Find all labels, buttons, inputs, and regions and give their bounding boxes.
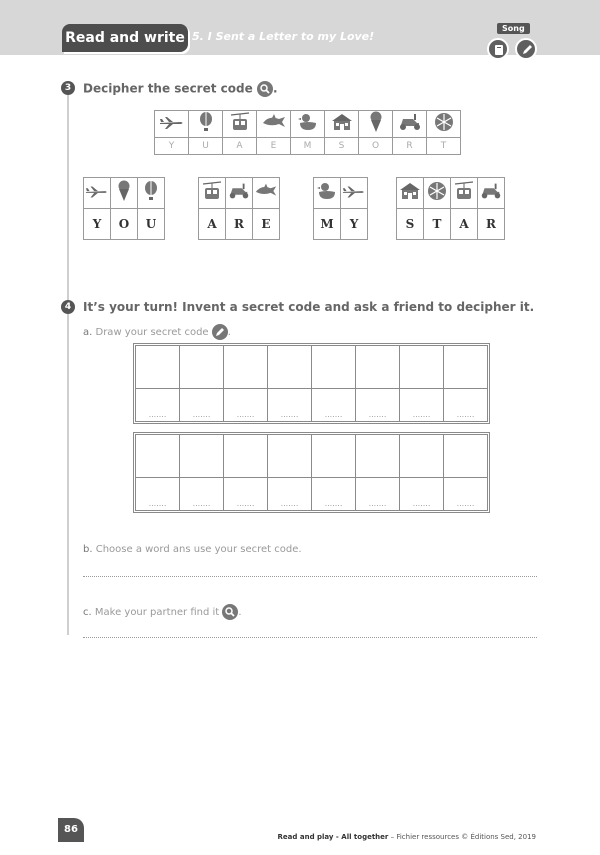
exercise-3-title-text: Decipher the secret code: [83, 81, 253, 96]
key-letter: Y: [155, 138, 189, 155]
key-letter: U: [189, 138, 223, 155]
letter-blank[interactable]: .......: [444, 478, 488, 511]
house-icon: [399, 182, 421, 204]
house-icon: [331, 113, 353, 135]
ice-cream-icon: [117, 180, 131, 206]
key-letter: E: [257, 138, 291, 155]
draw-cell[interactable]: [444, 435, 488, 478]
draw-cell[interactable]: [180, 346, 224, 389]
exercise-4-title: It’s your turn! Invent a secret code and ask a friend to decipher it.: [83, 300, 535, 314]
group-cell: [314, 178, 341, 209]
letter-blank[interactable]: .......: [224, 478, 268, 511]
key-cell: [155, 111, 189, 138]
exercise-4-number: 4: [61, 300, 75, 314]
key-cell: [223, 111, 257, 138]
key-cell: [325, 111, 359, 138]
key-letter: M: [291, 138, 325, 155]
cable-car-icon: [454, 181, 474, 205]
word-group-star: [396, 177, 505, 240]
answer-line-c[interactable]: [83, 637, 537, 638]
answer-letter: S: [397, 209, 424, 240]
draw-cell[interactable]: [312, 435, 356, 478]
word-group-are: [198, 177, 280, 240]
duck-icon: [298, 113, 318, 135]
group-cell: [84, 178, 111, 209]
draw-cell[interactable]: [180, 435, 224, 478]
group-cell: [253, 178, 280, 209]
exercise-3-number: 3: [61, 81, 75, 95]
airplane-icon: [85, 184, 109, 203]
part-b-prefix: b.: [83, 544, 93, 555]
margin-line: [67, 95, 69, 635]
magnifier-icon: [222, 604, 238, 620]
scooter-icon: [397, 113, 423, 135]
scooter-icon: [479, 182, 503, 204]
letter-blank[interactable]: .......: [356, 389, 400, 422]
group-cell: [424, 178, 451, 209]
draw-cell[interactable]: [400, 435, 444, 478]
letter-blank[interactable]: .......: [444, 389, 488, 422]
key-cell: [427, 111, 461, 138]
letter-blank[interactable]: .......: [400, 478, 444, 511]
draw-cell[interactable]: [224, 435, 268, 478]
page-number: 86: [58, 818, 84, 842]
answer-letter: R: [478, 209, 505, 240]
ice-cream-icon: [369, 111, 383, 137]
group-cell: [341, 178, 368, 209]
song-tag: Song: [497, 23, 530, 34]
part-c-label: [83, 604, 242, 620]
hot-air-balloon-icon: [144, 181, 158, 205]
answer-letter: A: [451, 209, 478, 240]
cable-car-icon: [202, 181, 222, 205]
snowflake-icon: [427, 181, 447, 205]
letter-blank[interactable]: .......: [268, 389, 312, 422]
part-c-text: Make your partner find it: [94, 607, 220, 618]
letter-blank[interactable]: .......: [356, 478, 400, 511]
group-cell: [397, 178, 424, 209]
draw-cell[interactable]: [136, 435, 180, 478]
answer-letter: A: [199, 209, 226, 240]
key-cell: [393, 111, 427, 138]
draw-cell[interactable]: [356, 435, 400, 478]
part-b-text: Choose a word ans use your secret code.: [95, 544, 302, 555]
key-letter: A: [223, 138, 257, 155]
key-letter: O: [359, 138, 393, 155]
letter-blank[interactable]: .......: [312, 478, 356, 511]
draw-cell[interactable]: [136, 346, 180, 389]
exercise-3-title: [83, 81, 278, 97]
letter-blank[interactable]: .......: [400, 389, 444, 422]
group-cell: [451, 178, 478, 209]
key-cell: [291, 111, 325, 138]
key-cell: [257, 111, 291, 138]
letter-blank[interactable]: .......: [224, 389, 268, 422]
cable-car-icon: [230, 112, 250, 136]
draw-cell[interactable]: [312, 346, 356, 389]
notebook-icon: [487, 38, 509, 60]
answer-line-b[interactable]: [83, 576, 537, 577]
part-b-label: [83, 544, 302, 555]
word-group-you: [83, 177, 165, 240]
draw-cell[interactable]: [444, 346, 488, 389]
dolphin-icon: [261, 113, 287, 135]
part-a-prefix: a.: [83, 327, 93, 338]
answer-letter: U: [138, 209, 165, 240]
footer-book: Read and play - All together: [277, 833, 389, 841]
key-cell: [189, 111, 223, 138]
answer-letter: O: [111, 209, 138, 240]
key-letter: S: [325, 138, 359, 155]
group-cell: [226, 178, 253, 209]
part-a-label: [83, 324, 231, 340]
answer-letter: Y: [341, 209, 368, 240]
code-key-table: [154, 110, 461, 155]
draw-cell[interactable]: [224, 346, 268, 389]
draw-cell[interactable]: [268, 435, 312, 478]
answer-letter: R: [226, 209, 253, 240]
part-a-end: .: [227, 327, 231, 338]
key-letter: T: [427, 138, 461, 155]
answer-letter: Y: [84, 209, 111, 240]
footer-credits: [278, 833, 536, 841]
group-cell: [111, 178, 138, 209]
scooter-icon: [227, 182, 251, 204]
pencil-icon: [515, 38, 537, 60]
hot-air-balloon-icon: [199, 112, 213, 136]
draw-grid-1: [135, 345, 488, 422]
letter-blank[interactable]: .......: [180, 389, 224, 422]
part-a-text: Draw your secret code: [95, 327, 209, 338]
word-group-my: [313, 177, 368, 240]
group-cell: [478, 178, 505, 209]
answer-letter: M: [314, 209, 341, 240]
part-c-prefix: c.: [83, 607, 92, 618]
letter-blank[interactable]: .......: [268, 478, 312, 511]
letter-blank[interactable]: .......: [312, 389, 356, 422]
section-title: Read and write: [65, 30, 185, 46]
part-c-end: .: [238, 607, 242, 618]
exercise-3-title-end: .: [272, 81, 278, 96]
duck-icon: [317, 182, 337, 204]
draw-cell[interactable]: [356, 346, 400, 389]
section-badge: [62, 24, 188, 52]
draw-grid-2: [135, 434, 488, 511]
letter-blank[interactable]: .......: [136, 478, 180, 511]
airplane-icon: [342, 184, 366, 203]
draw-cell[interactable]: [268, 346, 312, 389]
pencil-icon: [212, 324, 228, 340]
lesson-title: 5. I Sent a Letter to my Love!: [192, 30, 375, 43]
dolphin-icon: [254, 182, 278, 204]
answer-letter: T: [424, 209, 451, 240]
airplane-icon: [159, 115, 185, 134]
key-letter: R: [393, 138, 427, 155]
letter-blank[interactable]: .......: [180, 478, 224, 511]
letter-blank[interactable]: .......: [136, 389, 180, 422]
snowflake-icon: [434, 112, 454, 136]
footer-rest: – Fichier ressources © Éditions Sed, 2019: [388, 833, 536, 841]
magnifier-icon: [257, 81, 273, 97]
answer-letter: E: [253, 209, 280, 240]
group-cell: [199, 178, 226, 209]
key-cell: [359, 111, 393, 138]
group-cell: [138, 178, 165, 209]
draw-cell[interactable]: [400, 346, 444, 389]
